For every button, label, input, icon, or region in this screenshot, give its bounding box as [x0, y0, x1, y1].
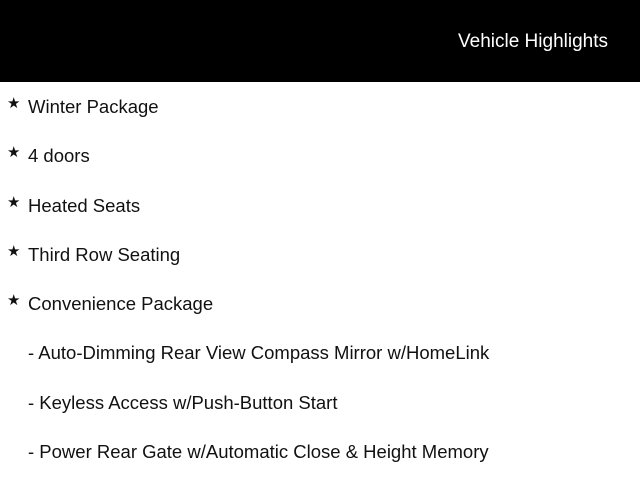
list-item-label: - Auto-Dimming Rear View Compass Mirror w/HomeLink [28, 342, 490, 364]
star-icon: ★ [7, 242, 21, 260]
star-icon: ★ [7, 193, 21, 211]
list-item [0, 230, 640, 279]
star-icon: ★ [7, 95, 21, 112]
list-item-label: Heated Seats [28, 194, 141, 216]
list-item [0, 378, 640, 427]
star-icon: ★ [7, 292, 21, 310]
list-item-label: Third Row Seating [28, 243, 181, 265]
header-bar [0, 0, 640, 82]
list-item [0, 131, 640, 180]
highlights-list [0, 82, 640, 476]
list-item [0, 328, 640, 377]
page-title: Vehicle Highlights [458, 31, 608, 52]
list-item-label: - Power Rear Gate w/Automatic Close & Height Memory [28, 441, 489, 463]
list-item [0, 181, 640, 230]
list-item-label: Winter Package [28, 96, 159, 117]
list-item [0, 279, 640, 328]
list-item-label: - Keyless Access w/Push-Button Start [28, 391, 338, 413]
list-item-label: Convenience Package [28, 293, 214, 315]
list-item [0, 82, 640, 131]
list-item-label: 4 doors [28, 145, 90, 167]
list-item [0, 427, 640, 476]
star-icon: ★ [7, 144, 21, 162]
